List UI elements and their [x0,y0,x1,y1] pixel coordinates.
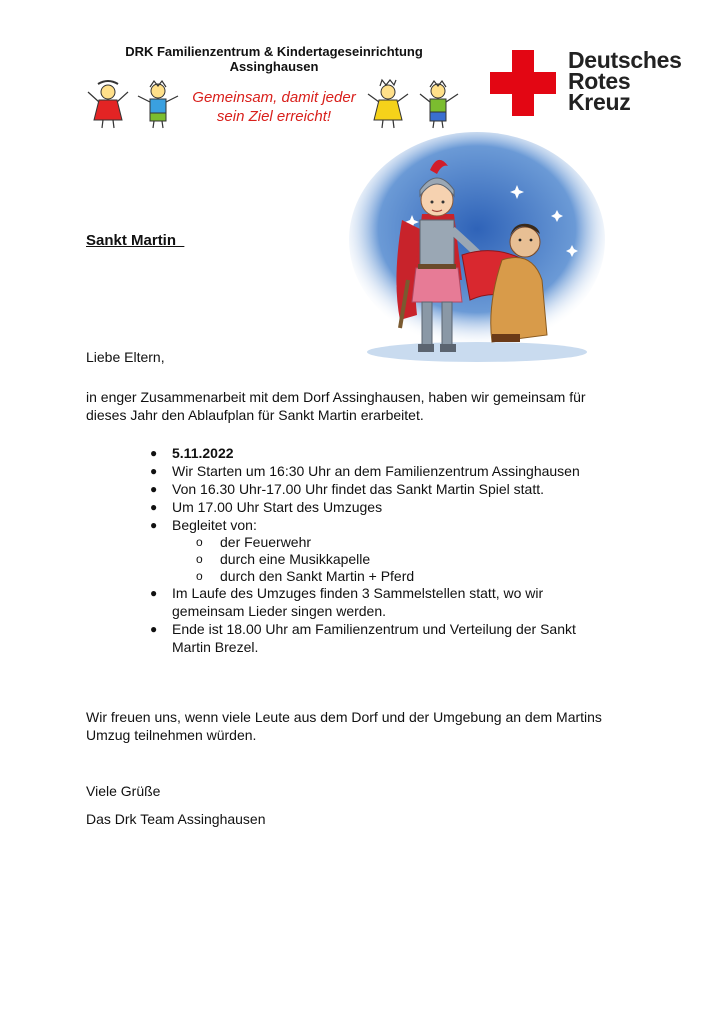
list-item-text: Im Laufe des Umzuges finden 3 Sammelstellen statt, wo wir gemeinsam Lieder singen werden. [172,585,544,619]
drk-logo-text [568,47,682,115]
signature: Das Drk Team Assinghausen [86,811,266,827]
letter-heading: Sankt Martin [86,232,185,249]
children-drawing-icon [84,78,464,130]
schedule-date: 5.11.2022 [172,445,234,461]
hollow-circle-icon: o [196,552,203,566]
saint-martin-illustration [342,130,612,370]
sub-list-item-text: durch den Sankt Martin + Pferd [220,568,415,584]
org-title-line2: Assinghausen [229,59,319,74]
sub-list-item [196,550,370,568]
bullet-icon: ● [150,518,158,532]
list-item-text: Von 16.30 Uhr-17.00 Uhr findet das Sankt Martin Spiel statt. [172,481,544,497]
red-cross-icon [490,50,556,116]
sub-list-item-text: der Feuerwehr [220,534,312,550]
bullet-icon: ● [150,622,158,636]
intro-paragraph: in enger Zusammenarbeit mit dem Dorf Assinghausen, haben wir gemeinsam für dieses Jahr den Ablaufplan für Sankt Martin erarbeitet. [86,389,586,423]
list-item [150,498,610,516]
list-item [150,444,610,462]
motto-line1: Gemeinsam, damit jeder [192,89,356,106]
bullet-icon: ● [150,482,158,496]
drk-logo [490,48,700,118]
sub-list-item [196,533,311,551]
list-item-text: Ende ist 18.00 Uhr am Familienzentrum und Verteilung der Sankt Martin Brezel. [172,621,576,655]
motto-line2: sein Ziel erreicht! [216,108,332,125]
list-item [150,516,610,534]
hollow-circle-icon: o [196,569,203,583]
greeting: Liebe Eltern, [86,349,165,365]
list-item-text: Wir Starten um 16:30 Uhr an dem Familienzentrum Assinghausen [172,463,580,479]
org-title [84,44,464,74]
sub-list-item-text: durch eine Musikkapelle [220,551,371,567]
hollow-circle-icon: o [196,535,203,549]
regards: Viele Grüße [86,783,161,799]
closing-paragraph: Wir freuen uns, wenn viele Leute aus dem Dorf und der Umgebung an dem Martins Umzug teilnehmen würden. [86,709,602,743]
drk-word-2: Rotes [568,68,631,94]
list-item-text: Um 17.00 Uhr Start des Umzuges [172,499,383,515]
list-item-text: Begleitet von: [172,517,257,533]
bullet-icon: ● [150,500,158,514]
list-item [150,480,610,498]
list-item [150,584,590,620]
bullet-icon: ● [150,464,158,478]
drk-word-3: Kreuz [568,89,631,115]
saint-martin-illustration-icon [342,130,612,370]
drk-word-1: Deutsches [568,47,682,73]
bullet-icon: ● [150,446,158,460]
list-item [150,462,610,480]
kindergarten-banner [84,78,464,130]
bullet-icon: ● [150,586,158,600]
org-title-line1: DRK Familienzentrum & Kindertageseinrichtung [125,44,423,59]
list-item [150,620,610,656]
sub-list-item [196,567,414,585]
